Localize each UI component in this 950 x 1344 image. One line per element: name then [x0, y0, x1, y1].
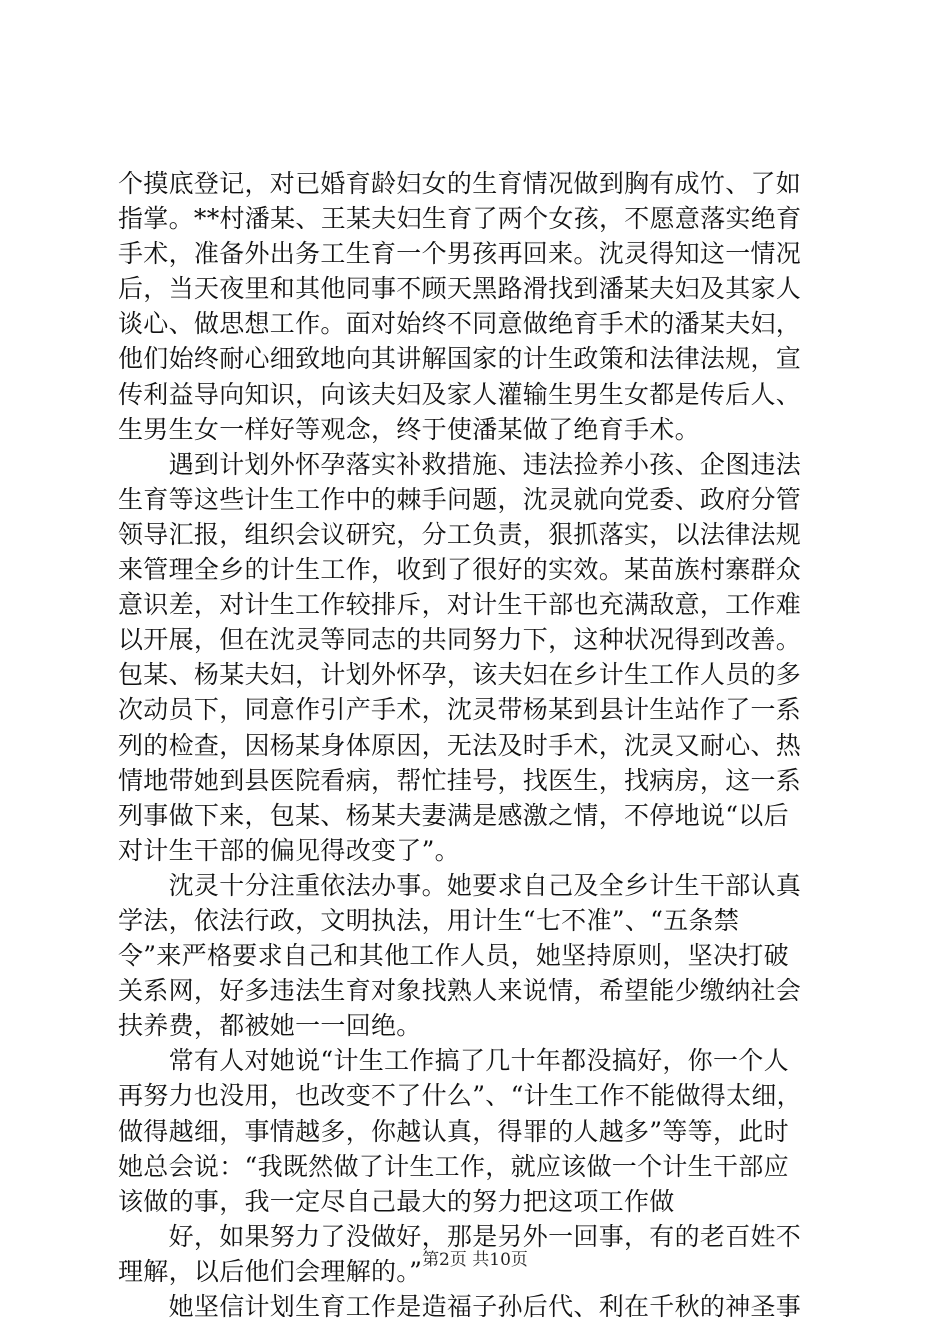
text-line: 遇到计划外怀孕落实补救措施、违法捡养小孩、企图违法	[118, 449, 802, 479]
text-line: 沈灵十分注重依法办事。她要求自己及全乡计生干部认真	[118, 870, 802, 900]
text-line: 谈心、做思想工作。面对始终不同意做绝育手术的潘某夫妇，	[118, 309, 802, 339]
text-line: 来管理全乡的计生工作，收到了很好的实效。某苗族村寨群众	[118, 555, 802, 585]
page-footer	[0, 1245, 950, 1270]
text-line: 做得越细，事情越多，你越认真，得罪的人越多”等等，此时	[118, 1116, 789, 1146]
text-line: 好，如果努力了没做好，那是另外一回事，有的老百姓不	[118, 1221, 802, 1251]
text-line: 后，当天夜里和其他同事不顾天黑路滑找到潘某夫妇及其家人	[118, 274, 802, 304]
text-line: 意识差，对计生工作较排斥，对计生干部也充满敌意，工作难	[118, 590, 802, 620]
text-line: 她总会说：“我既然做了计生工作，就应该做一个计生干部应	[118, 1151, 789, 1181]
text-line: 理解，以后他们会理解的。”	[118, 1256, 423, 1286]
text-line: 列的检查，因杨某身体原因，无法及时手术，沈灵又耐心、热	[118, 730, 802, 760]
text-line: 指掌。**村潘某、王某夫妇生育了两个女孩，不愿意落实绝育	[118, 204, 802, 234]
text-line: 扶养费，都被她一一回绝。	[118, 1011, 422, 1041]
text-line: 该做的事，我一定尽自己最大的努力把这项工作做	[118, 1186, 675, 1216]
text-line: 她坚信计划生育工作是造福子孙后代、利在千秋的神圣事	[118, 1292, 802, 1321]
text-line: 传利益导向知识，向该夫妇及家人灌输生男生女都是传后人、	[118, 379, 802, 409]
text-line: 生男生女一样好等观念，终于使潘某做了绝育手术。	[118, 414, 700, 444]
text-line: 领导汇报，组织会议研究，分工负责，狠抓落实，以法律法规	[118, 519, 802, 549]
text-line: 再努力也没用，也改变不了什么”、“计生工作不能做得太细，	[118, 1081, 802, 1111]
text-line: 生育等这些计生工作中的棘手问题，沈灵就向党委、政府分管	[118, 484, 802, 514]
text-line: 列事做下来，包某、杨某夫妻满是感激之情，不停地说“以后	[118, 800, 789, 830]
text-line: 以开展，但在沈灵等同志的共同努力下，这种状况得到改善。	[118, 625, 802, 655]
text-line: 学法，依法行政，文明执法，用计生“七不准”、“五条禁	[118, 905, 740, 935]
text-line: 常有人对她说“计生工作搞了几十年都没搞好，你一个人	[118, 1046, 789, 1076]
text-line: 次动员下，同意作引产手术，沈灵带杨某到县计生站作了一系	[118, 695, 802, 725]
text-line: 手术，准备外出务工生育一个男孩再回来。沈灵得知这一情况	[118, 239, 802, 269]
text-line: 情地带她到县医院看病，帮忙挂号，找医生，找病房，这一系	[118, 765, 802, 795]
text-line: 关系网，好多违法生育对象找熟人来说情，希望能少缴纳社会	[118, 976, 802, 1006]
text-line: 他们始终耐心细致地向其讲解国家的计生政策和法律法规，宣	[118, 344, 802, 374]
text-line: 对计生干部的偏见得改变了”。	[118, 835, 460, 865]
text-line: 令”来严格要求自己和其他工作人员，她坚持原则，坚决打破	[118, 941, 789, 971]
text-line: 包某、杨某夫妇，计划外怀孕，该夫妇在乡计生工作人员的多	[118, 660, 802, 690]
page-number-label: 第2页 共10页	[422, 1250, 528, 1270]
body-text	[118, 166, 838, 1324]
text-line: 个摸底登记，对已婚育龄妇女的生育情况做到胸有成竹、了如	[118, 169, 802, 198]
